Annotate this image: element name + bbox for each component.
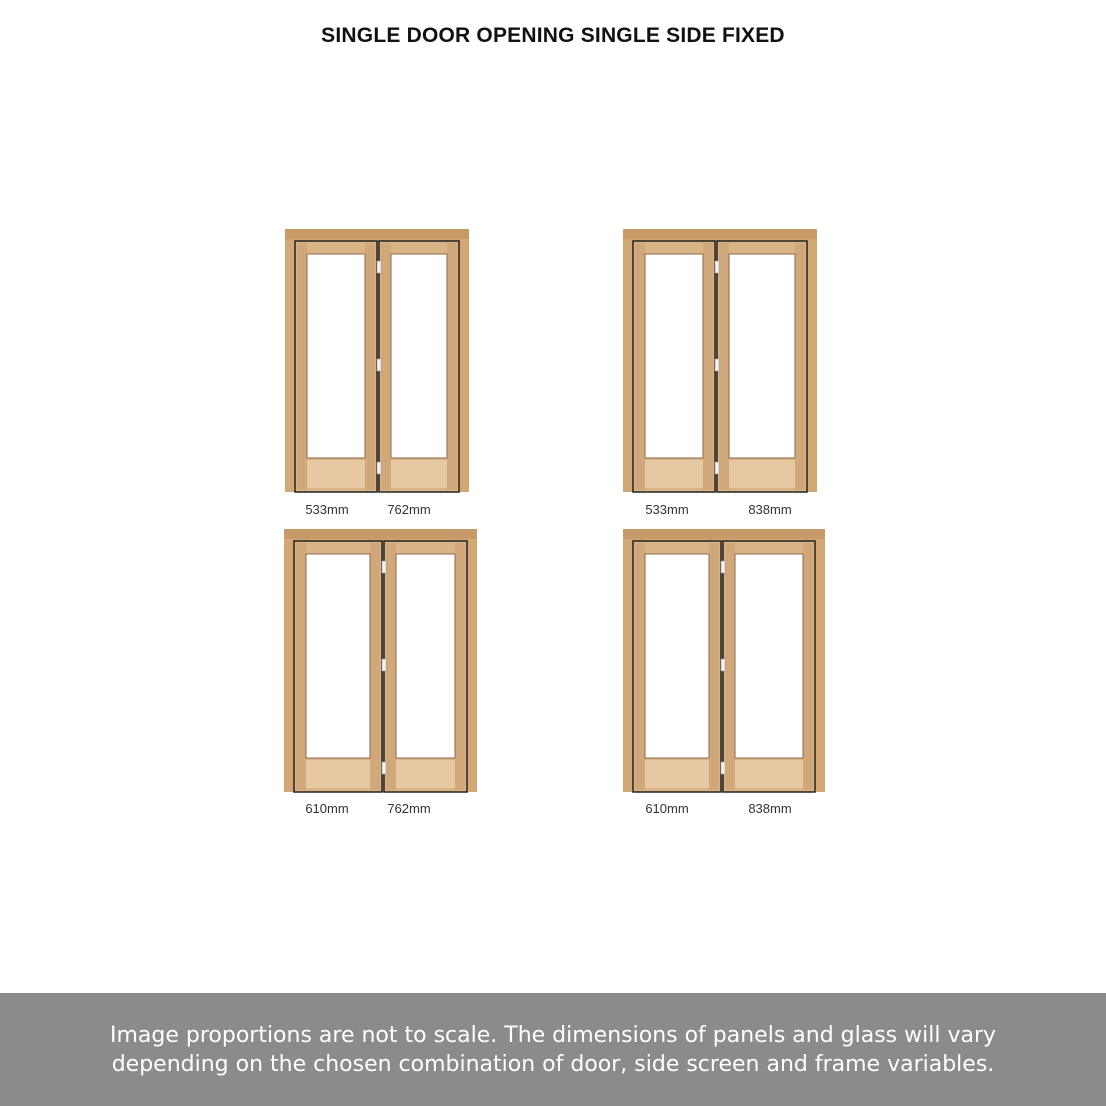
side-screen-width-label: 533mm xyxy=(645,502,689,517)
glass-pane xyxy=(645,554,709,758)
frame-head xyxy=(623,529,825,539)
glass-pane xyxy=(645,254,703,458)
hinge-icon xyxy=(377,462,381,474)
hinge-icon xyxy=(377,359,381,371)
panel-stile xyxy=(635,243,645,490)
glass-pane xyxy=(729,254,795,458)
bottom-rail xyxy=(307,460,365,488)
panel-stile xyxy=(803,543,813,790)
disclaimer-text xyxy=(103,1021,1003,1079)
side-screen-width-label: 610mm xyxy=(645,801,689,816)
hinge-icon xyxy=(721,762,725,774)
door-width-label: 838mm xyxy=(748,801,792,816)
glass-pane xyxy=(307,254,365,458)
bottom-rail xyxy=(735,760,803,788)
hinge-icon xyxy=(382,659,386,671)
side-screen-width-label: 533mm xyxy=(305,502,349,517)
panel-stile xyxy=(365,243,375,490)
side-screen-width-label: 610mm xyxy=(305,801,349,816)
panel-stile xyxy=(370,543,380,790)
door-unit-drawing xyxy=(623,229,817,492)
panel-stile xyxy=(635,543,645,790)
bottom-rail xyxy=(729,460,795,488)
panel-stile xyxy=(719,243,729,490)
page-title: SINGLE DOOR OPENING SINGLE SIDE FIXED xyxy=(321,24,785,47)
disclaimer-banner xyxy=(0,993,1106,1106)
panel-stile xyxy=(455,543,465,790)
door-unit-drawing xyxy=(284,529,477,792)
door-width-label: 838mm xyxy=(748,502,792,517)
door-unit-drawing xyxy=(285,229,469,492)
disclaimer-line-1: Image proportions are not to scale. The dimensions of panels and glass will vary xyxy=(109,1022,997,1048)
panel-stile xyxy=(709,543,719,790)
panel-stile xyxy=(795,243,805,490)
bottom-rail xyxy=(396,760,455,788)
hinge-icon xyxy=(382,762,386,774)
door-unit-drawing xyxy=(623,529,825,792)
hinge-icon xyxy=(721,561,725,573)
hinge-icon xyxy=(377,261,381,273)
bottom-rail xyxy=(645,760,709,788)
panel-stile xyxy=(296,543,306,790)
glass-pane xyxy=(391,254,447,458)
frame-head xyxy=(285,229,469,239)
hinge-icon xyxy=(382,561,386,573)
panel-stile xyxy=(703,243,713,490)
glass-pane xyxy=(396,554,455,758)
bottom-rail xyxy=(306,760,370,788)
disclaimer-line-2: depending on the chosen combination of door, side screen and frame variables. xyxy=(111,1051,995,1077)
panel-stile xyxy=(725,543,735,790)
bottom-rail xyxy=(391,460,447,488)
door-width-label: 762mm xyxy=(387,502,431,517)
panel-stile xyxy=(386,543,396,790)
panel-stile xyxy=(297,243,307,490)
frame-head xyxy=(284,529,477,539)
glass-pane xyxy=(735,554,803,758)
panel-stile xyxy=(447,243,457,490)
hinge-icon xyxy=(721,659,725,671)
hinge-icon xyxy=(715,359,719,371)
frame-head xyxy=(623,229,817,239)
door-width-label: 762mm xyxy=(387,801,431,816)
hinge-icon xyxy=(715,261,719,273)
hinge-icon xyxy=(715,462,719,474)
glass-pane xyxy=(306,554,370,758)
bottom-rail xyxy=(645,460,703,488)
panel-stile xyxy=(381,243,391,490)
